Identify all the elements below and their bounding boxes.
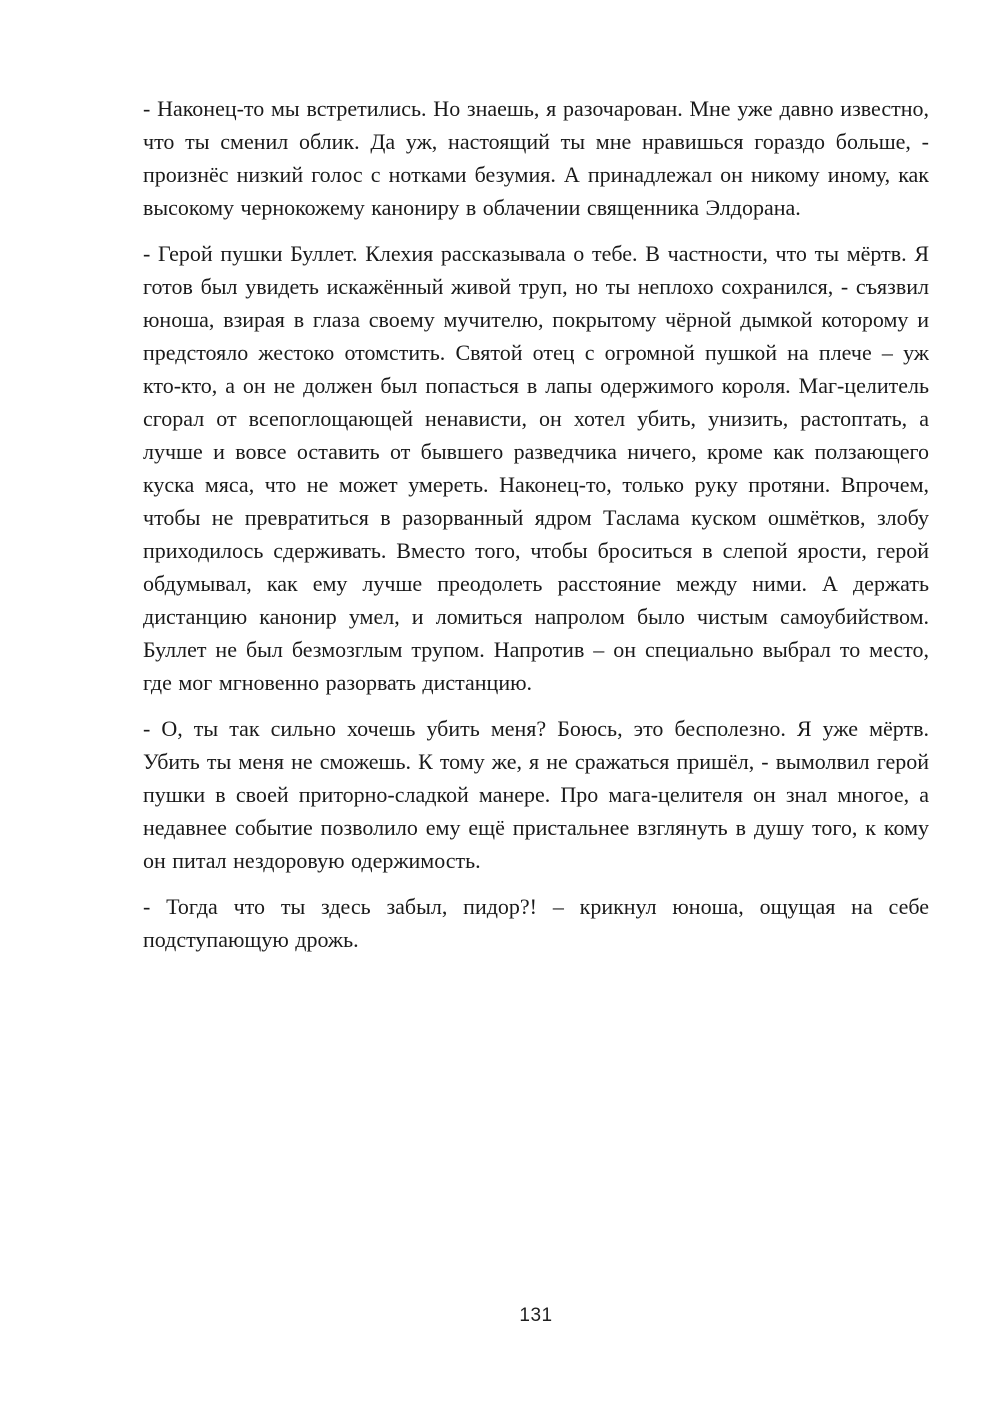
page-text [143, 92, 929, 956]
paragraph: - Наконец-то мы встретились. Но знаешь, я разочарован. Мне уже давно известно, что ты сменил облик. Да уж, настоящий ты мне нравишься гораздо больше, - произнёс низкий голос с нотками безумия. А принадлежал он никому иному, как высокому чернокожему канониру в облачении священника Элдорана. [143, 96, 929, 220]
page-number: 131 [519, 1305, 553, 1326]
page-footer [143, 1305, 929, 1327]
paragraph: - Тогда что ты здесь забыл, пидор?! – крикнул юноша, ощущая на себе подступающую дрожь. [143, 894, 929, 952]
paragraph: - Герой пушки Буллет. Клехия рассказывала о тебе. В частности, что ты мёртв. Я готов был увидеть искажённый живой труп, но ты неплохо сохранился, - съязвил юноша, взирая в глаза своему мучителю, покрытому чёрной дымкой которому и предстояло жестоко отомстить. Святой отец с огромной пушкой на плече – уж кто-кто, а он не должен был попасться в лапы одержимого короля. Маг-целитель сгорал от всепоглощающей ненависти, он хотел убить, унизить, растоптать, а лучше и вовсе оставить от бывшего разведчика ничего, кроме как ползающего куска мяса, что не может умереть. Наконец-то, только руку протяни. Впрочем, чтобы не превратиться в разорванный ядром Таслама куском ошмётков, злобу приходилось сдерживать. Вместо того, чтобы броситься в слепой ярости, герой обдумывал, как ему лучше преодолеть расстояние между ними. А держать дистанцию канонир умел, и ломиться напролом было чистым самоубийством. Буллет не был безмозглым трупом. Напротив – он специально выбрал то место, где мог мгновенно разорвать дистанцию. [143, 241, 929, 695]
paragraph: - О, ты так сильно хочешь убить меня? Боюсь, это бесполезно. Я уже мёртв. Убить ты меня не сможешь. К тому же, я не сражаться пришёл, - вымолвил герой пушки в своей приторно-сладкой манере. Про мага-целителя он знал многое, а недавнее событие позволило ему ещё пристальнее взглянуть в душу того, к кому он питал нездоровую одержимость. [143, 716, 929, 873]
